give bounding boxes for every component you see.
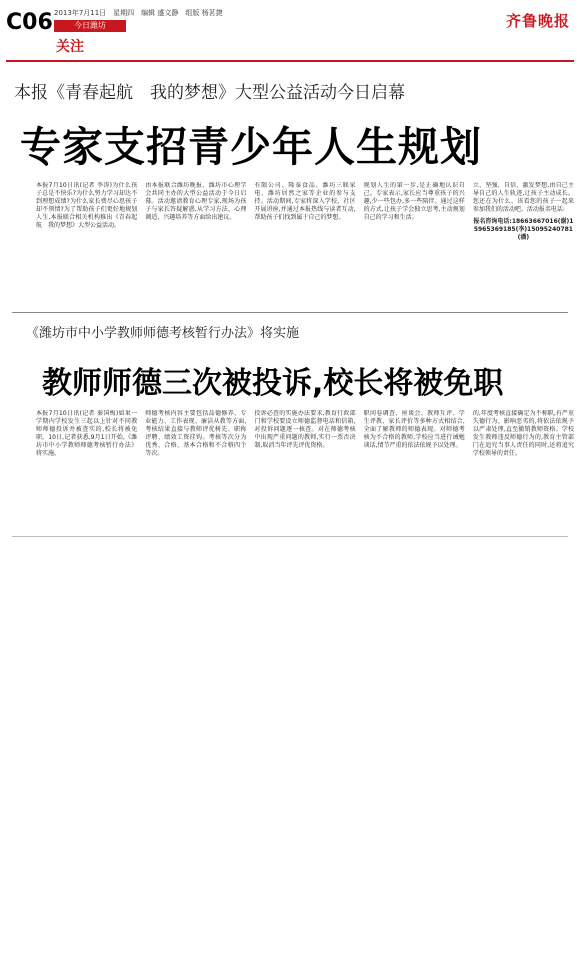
article2-column: 投诉必查的实施办法要求,教育行政部门和学校要设立师德监督电话和信箱,对投诉问题逐一核查。对在师德考核中出现严重问题的教师,实行一票否决制,取消当年评先评优资格。 [254, 410, 356, 449]
newspaper-page [6, 6, 574, 546]
header-rule [6, 60, 574, 62]
article1-column: 有限公司、隆泰食品、潍坊三联家电、潍坊居然之家等企业的参与支持。活动期间,专家将深入学校、社区开展讲座,并通过本报热线与读者互动,帮助孩子们找到属于自己的梦想。 [254, 182, 356, 221]
page-meta: 2013年7月11日 星期四 编辑 盛文静 组版 杨茗捷 [54, 9, 223, 17]
article1-column: 本报7月10日讯(记者 李涛)为什么孩子总是不快乐?为什么努力学习却达不到理想成绩?为什么家长费尽心思孩子却不领情?为了帮助孩子们更好地规划人生,本报联合相关机构推出《青春起航 我的梦想》大型公益活动。 [36, 182, 138, 229]
article1-headline: 专家支招青少年人生规划 [20, 123, 482, 171]
article1-kicker: 本报《青春起航 我的梦想》大型公益活动今日启幕 [14, 83, 405, 103]
signup-phones: 报名咨询电话:18663667016(谢)15965369185(李)15095240781(潘) [473, 218, 574, 241]
article-divider [12, 312, 568, 313]
bottom-rule [12, 536, 568, 537]
article2-column: 职问卷调查、座谈会、教师互评、学生评教、家长评价等多种方式相结合,全面了解教师的师德表现。对师德考核为不合格的教师,学校应当进行诫勉谈话,情节严重的依法依规予以处理。 [363, 410, 465, 449]
article2-headline: 教师师德三次被投诉,校长将被免职 [42, 366, 504, 401]
article1-column-text: 立、坚强、自信、激发梦想,由自己主导自己的人生轨迹,让孩子主动成长。您还在为什么、该看您的孩子一起来参加我们的活动吧。活动报名电话: [472, 182, 575, 213]
section-tab: 今日潍坊 [54, 20, 126, 32]
article1-column [473, 182, 574, 302]
page-number: C06 [6, 10, 53, 35]
article2-body [36, 410, 574, 522]
section-name: 关注 [56, 39, 84, 55]
article1-body [36, 182, 574, 302]
article1-column: 由本报联合潍坊晚报、潍坊市心理学会共同主办的大型公益活动于今日启幕。活动邀请教育心理专家,现场为孩子与家长答疑解惑,从学习方法、心理调适、兴趣培养等方面给出建议。 [145, 182, 247, 221]
article2-column: 师德考核内容主要包括品德修养、专业能力、工作表现、廉洁从教等方面,考核结果直接与教师评优树先、职称评聘、绩效工资挂钩。考核等次分为优秀、合格、基本合格和不合格四个等次。 [145, 410, 247, 457]
article2-kicker: 《潍坊市中小学教师师德考核暂行办法》将实施 [26, 326, 300, 341]
article2-column: 本报7月10日讯(记者 秦国梅)如果一学期内学校发生三起以上针对不同教师师德投诉并被查实的,校长将被免职。10日,记者获悉,9月1日开始,《潍坊市中小学教师师德考核暂行办法》将实施。 [36, 410, 138, 457]
masthead-logo: 齐鲁晚报 [505, 12, 570, 30]
article2-column: 的,年度考核直接确定为不称职,有严重失德行为、影响恶劣的,将依法依规予以严肃处理,直至撤销教师资格。学校发生教师违反师德行为的,教育主管部门在追究当事人责任的同时,还将追究学校领导的责任。 [472, 410, 575, 457]
article1-column: 规划人生的第一步,是正确地认识自己。专家表示,家长应当尊重孩子的兴趣,少一些包办,多一些陪伴。通过这样的方式,让孩子学会独立思考,主动规划自己的学习和生活。 [363, 182, 465, 221]
